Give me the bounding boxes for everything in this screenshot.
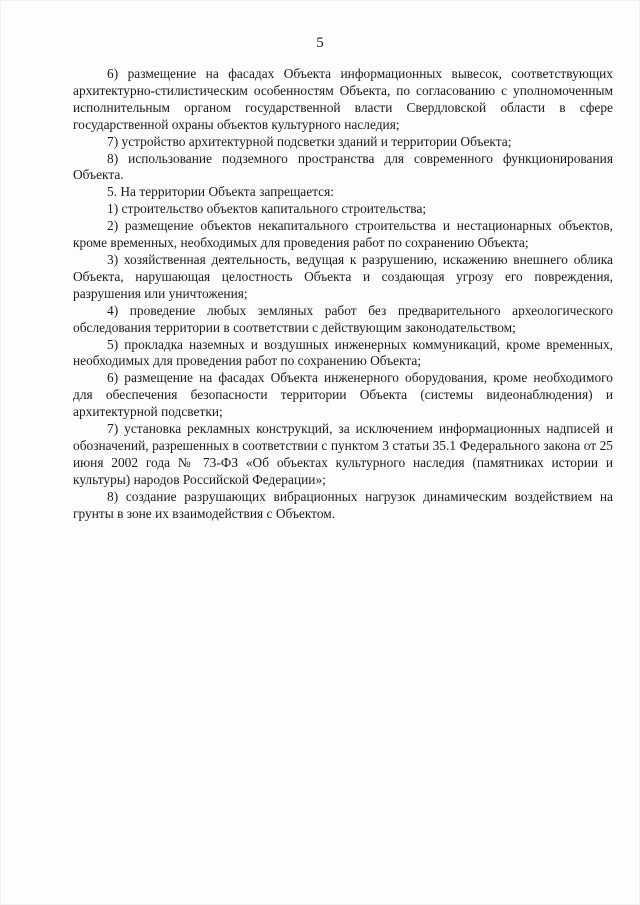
prohibition-6-engineering-equipment: 6) размещение на фасадах Объекта инженерного оборудования, кроме необходимого для обеспечения безопасности территории Объекта (системы видеонаблюдения) и архитектурной подсветки; <box>73 370 613 420</box>
prohibition-2-temporary-objects: 2) размещение объектов некапитального строительства и нестационарных объектов, кроме временных, необходимых для проведения работ по сохранению Объекта; <box>73 218 613 251</box>
prohibition-4-earthworks: 4) проведение любых земляных работ без предварительного археологического обследования территории в соответствии с действующим законодательством; <box>73 302 613 335</box>
document-body <box>73 66 613 522</box>
page-number: 5 <box>316 35 324 51</box>
paragraph-6-facade-signs: 6) размещение на фасадах Объекта информационных вывесок, соответствующих архитектурно-стилистическим особенностям Объекта, по согласованию с уполномоченным исполнительным органом государственной власти Свердловской области в сфере государственной охраны объектов культурного наследия; <box>73 66 613 132</box>
prohibition-7-advertising: 7) установка рекламных конструкций, за исключением информационных надписей и обозначений, разрешенных в соответствии с пунктом 3 статьи 35.1 Федерального закона от 25 июня 2002 года № 73-ФЗ «Об объектах культурного наследия (памятниках истории и культуры) народов Российской Федерации»; <box>73 421 613 487</box>
prohibition-1-construction: 1) строительство объектов капитального строительства; <box>107 201 427 217</box>
paragraph-7-lighting: 7) устройство архитектурной подсветки зданий и территории Объекта; <box>107 133 512 149</box>
paragraph-8-underground: 8) использование подземного пространства для современного функционирования Объекта. <box>73 150 613 183</box>
prohibition-8-vibration: 8) создание разрушающих вибрационных нагрузок динамическим воздействием на грунты в зоне их взаимодействия с Объектом. <box>73 488 613 521</box>
prohibition-3-economic-activity: 3) хозяйственная деятельность, ведущая к разрушению, искажению внешнего облика Объекта, нарушающая целостность Объекта и создающая угрозу его повреждения, разрушения или уничтожения; <box>73 251 613 301</box>
section-5-heading: 5. На территории Объекта запрещается: <box>107 184 334 200</box>
prohibition-5-communications: 5) прокладка наземных и воздушных инженерных коммуникаций, кроме временных, необходимых для проведения работ по сохранению Объекта; <box>73 336 613 369</box>
